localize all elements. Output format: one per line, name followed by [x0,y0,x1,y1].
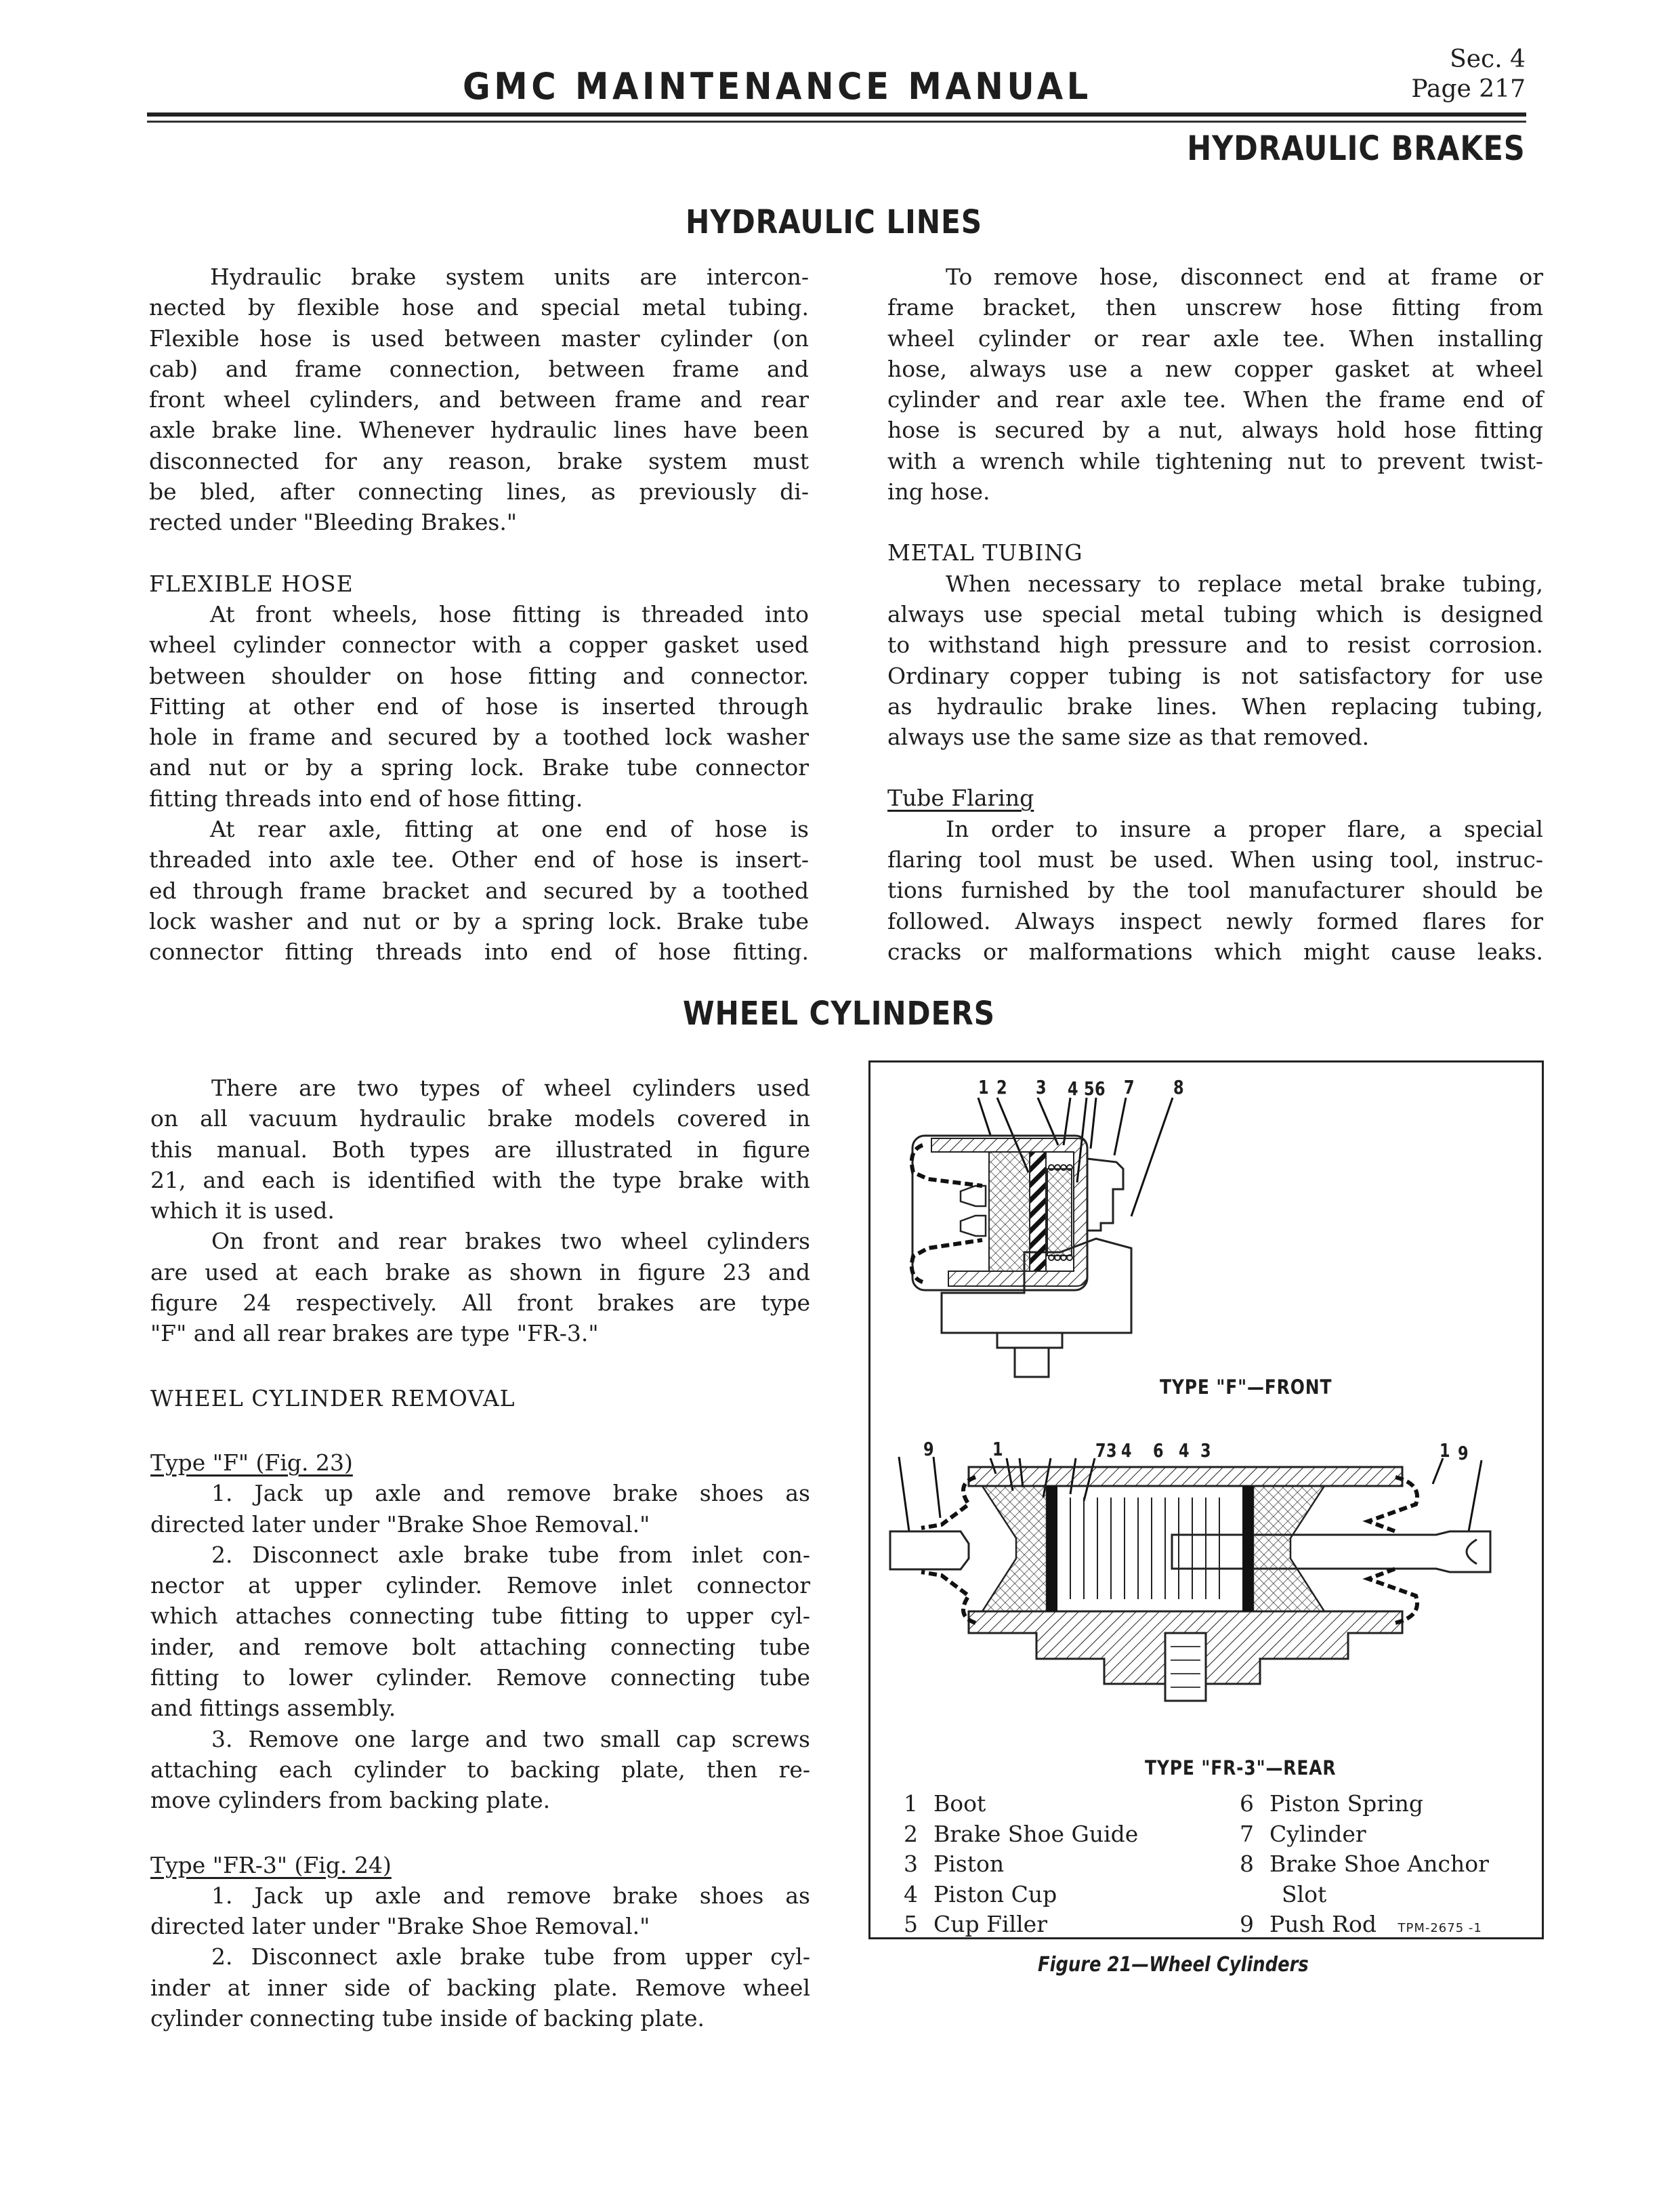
text-line: always use special metal tubing which is designed [887,600,1543,627]
legend-number: 5 [904,1911,918,1937]
spacer [150,1413,810,1447]
text-line: wheel cylinder or rear axle tee. When installing [887,325,1543,352]
manual-title: GMC MAINTENANCE MANUAL [463,65,1092,108]
subheading-tube-flaring: Tube Flaring [887,785,1034,812]
right-column-top [887,262,1543,967]
text-line: directed later under "Brake Shoe Removal." [150,1510,650,1537]
text-line: to withstand high pressure and to resist corrosion. [887,632,1543,659]
text-line: as hydraulic brake lines. When replacing tubing, [887,693,1543,720]
callout-label: 4 [1120,1439,1132,1462]
callout-label: 4 [1067,1077,1078,1100]
rear-type-label: TYPE "FR-3"—REAR [1145,1756,1337,1779]
text-line: be bled, after connecting lines, as previously di- [149,478,809,505]
legend-label: Piston Spring [1269,1790,1424,1817]
heading-wheel-cylinders: WHEEL CYLINDERS [683,995,995,1033]
legend-label: Push Rod [1269,1911,1377,1937]
text-line: hole in frame and secured by a toothed lock washer [149,724,809,751]
paragraph-front-rear-usage [150,1226,810,1348]
subheading-wheel-cylinder-removal: WHEEL CYLINDER REMOVAL [150,1384,516,1411]
legend-item [1240,1910,1489,1940]
text-line: nected by flexible hose and special metal tubing. [149,294,809,321]
text-line: inder, and remove bolt attaching connecting tube [150,1633,810,1660]
step-type-fr3-2 [150,1941,810,2034]
callout-label: 9 [923,1438,934,1460]
legend-number: 7 [1240,1820,1254,1847]
spacer [887,752,1543,783]
figure-legend-right [1240,1789,1489,1940]
text-line: hose, always use a new copper gasket at wheel [887,355,1543,382]
callout-label: 7 [1123,1076,1135,1098]
text-line: 1. Jack up axle and remove brake shoes as [211,1882,810,1909]
callout-label: 5 [1083,1077,1095,1100]
text-line: threaded into axle tee. Other end of hose is insert- [149,846,809,873]
legend-item [1240,1789,1489,1819]
text-line: connector fitting threads into end of hose fitting. [149,938,809,966]
text-line: Fitting at other end of hose is inserted through [149,693,809,720]
text-line: ing hose. [887,478,990,505]
legend-number: 8 [1240,1851,1254,1877]
spacer [149,538,809,569]
legend-item [1240,1849,1489,1880]
header-rule-thick [147,112,1526,117]
text-line: On front and rear brakes two wheel cylinders [211,1228,810,1255]
callout-label: 2 [996,1076,1007,1098]
paragraph-flexible-hose-rear [149,814,809,967]
text-line: 2. Disconnect axle brake tube from upper cyl- [211,1943,810,1970]
legend-number: 3 [904,1851,918,1877]
text-line: attaching each cylinder to backing plate, then re- [150,1756,810,1783]
legend-label: Slot [1282,1880,1327,1907]
legend-label: Boot [933,1790,986,1817]
front-wheel-cylinder-drawing [881,1071,1531,1389]
text-line: At front wheels, hose fitting is threaded into [210,600,809,627]
text-line: which attaches connecting tube fitting to upper cyl- [150,1603,810,1630]
spacer [150,1349,810,1383]
figure-legend-left [904,1789,1138,1940]
subheading-flexible-hose: FLEXIBLE HOSE [149,570,354,597]
text-line: lock washer and nut or by a spring lock. Brake tube [149,907,809,934]
text-line: and nut or by a spring lock. Brake tube connector [149,754,809,781]
section-title: HYDRAULIC BRAKES [1187,129,1526,168]
left-column-bottom [150,1073,810,2034]
text-line: Hydraulic brake system units are intercon- [210,264,809,290]
paragraph-flexible-hose-front [149,599,809,814]
text-line: followed. Always inspect newly formed flares for [887,907,1543,934]
text-line: between shoulder on hose fitting and connector. [149,662,809,689]
text-line: disconnected for any reason, brake system must [149,447,809,474]
step-type-f-3 [150,1724,810,1816]
text-line: move cylinders from backing plate. [150,1787,551,1814]
page-number: Page 217 [1411,75,1526,103]
legend-item [904,1849,1138,1880]
text-line: nector at upper cylinder. Remove inlet connector [150,1572,810,1599]
text-line: cracks or malformations which might cause leaks. [887,938,1543,965]
step-type-f-2 [150,1540,810,1724]
paragraph-tube-flaring [887,814,1543,967]
text-line: When necessary to replace metal brake tubing, [946,570,1543,597]
text-line: cab) and frame connection, between frame and [149,355,809,382]
paragraph-hose-removal [887,262,1543,507]
spacer [150,1816,810,1850]
paragraph-wheel-cylinder-types [150,1073,810,1226]
subheading-type-fr3: Type "FR-3" (Fig. 24) [150,1851,392,1878]
rear-wheel-cylinder-drawing [881,1430,1531,1741]
text-line: "F" and all rear brakes are type "FR-3." [150,1320,599,1347]
callout-label: 3 [1106,1439,1117,1462]
legend-number: 1 [904,1790,918,1817]
text-line: Flexible hose is used between master cylinder (on [149,325,809,352]
text-line: 21, and each is identified with the type brake with [150,1166,810,1193]
spacer [887,507,1543,537]
callout-label: 4 [1178,1439,1190,1462]
text-line: rected under "Bleeding Brakes." [149,509,518,536]
text-line: In order to insure a proper flare, a special [946,815,1543,842]
legend-number: 6 [1240,1790,1254,1817]
text-line: To remove hose, disconnect end at frame or [946,264,1543,290]
callout-label: 1 [978,1076,989,1098]
text-line: frame bracket, then unscrew hose fitting from [887,294,1543,321]
front-type-label: TYPE "F"—FRONT [1160,1376,1332,1399]
text-line: are used at each brake as shown in figure 23 and [150,1258,810,1285]
text-line: At rear axle, fitting at one end of hose is [210,816,809,843]
figure-caption: Figure 21—Wheel Cylinders [1038,1953,1309,1977]
callout-label: 8 [1173,1076,1184,1098]
text-line: hose is secured by a nut, always hold hose fitting [887,417,1543,444]
legend-label: Brake Shoe Anchor [1269,1851,1489,1877]
text-line: always use the same size as that removed. [887,724,1370,751]
text-line: and fittings assembly. [150,1695,396,1722]
text-line: fitting threads into end of hose fitting. [149,785,583,812]
text-line: axle brake line. Whenever hydraulic lines have been [149,417,809,444]
text-line: on all vacuum hydraulic brake models covered in [150,1105,810,1132]
step-type-fr3-1 [150,1880,810,1942]
text-line: wheel cylinder connector with a copper gasket used [149,632,809,659]
callout-label: 1 [1439,1439,1450,1462]
subheading-type-f: Type "F" (Fig. 23) [150,1449,353,1476]
text-line: There are two types of wheel cylinders used [211,1075,810,1101]
section-page-block [1411,45,1526,104]
text-line: 1. Jack up axle and remove brake shoes as [211,1480,810,1507]
legend-label: Cup Filler [933,1911,1047,1937]
callout-label: 1 [992,1438,1003,1460]
legend-label: Piston Cup [933,1880,1057,1907]
legend-item [904,1910,1138,1940]
callout-label: 7 [1095,1439,1106,1462]
header-rule-thin [147,121,1526,123]
legend-item [904,1880,1138,1910]
legend-label: Cylinder [1269,1820,1366,1847]
text-line: tions furnished by the tool manufacturer should be [887,877,1543,904]
callout-label: 3 [1035,1076,1047,1098]
text-line: this manual. Both types are illustrated in figure [150,1136,810,1163]
text-line: 3. Remove one large and two small cap screws [211,1725,810,1752]
left-column-top [149,262,809,968]
text-line: cylinder and rear axle tee. When the frame end of [887,386,1543,413]
text-line: inder at inner side of backing plate. Remove wheel [150,1974,810,2001]
text-line: flaring tool must be used. When using tool, instruc- [887,846,1543,873]
callout-label: 9 [1457,1442,1469,1464]
text-line: front wheel cylinders, and between frame and rear [149,386,809,413]
legend-label: Brake Shoe Guide [933,1820,1139,1847]
legend-item [1240,1880,1489,1910]
legend-number: 2 [904,1820,918,1847]
legend-label: Piston [933,1851,1005,1877]
text-line: 2. Disconnect axle brake tube from inlet con- [211,1541,810,1568]
legend-number: 9 [1240,1911,1254,1937]
legend-item [1240,1819,1489,1850]
callout-label: 3 [1200,1439,1211,1462]
paragraph-metal-tubing [887,569,1543,753]
figure-code: TPM-2675 -1 [1398,1921,1482,1935]
text-line: fitting to lower cylinder. Remove connecting tube [150,1664,810,1691]
text-line: with a wrench while tightening nut to prevent twist- [887,447,1543,474]
callout-label: 6 [1152,1439,1164,1462]
text-line: which it is used. [150,1197,335,1224]
subheading-metal-tubing: METAL TUBING [887,539,1083,566]
text-line: directed later under "Brake Shoe Removal." [150,1913,650,1940]
text-line: Ordinary copper tubing is not satisfactory for use [887,662,1543,689]
callout-label: 6 [1094,1077,1106,1100]
text-line: cylinder connecting tube inside of backing plate. [150,2005,705,2032]
heading-hydraulic-lines: HYDRAULIC LINES [686,203,983,241]
step-type-f-1 [150,1478,810,1540]
paragraph-intro [149,262,809,538]
legend-item [904,1819,1138,1850]
text-line: ed through frame bracket and secured by a toothed [149,877,809,904]
section-number: Sec. 4 [1450,45,1526,73]
text-line: figure 24 respectively. All front brakes are type [150,1289,810,1317]
legend-number: 4 [904,1880,918,1907]
legend-item [904,1789,1138,1819]
